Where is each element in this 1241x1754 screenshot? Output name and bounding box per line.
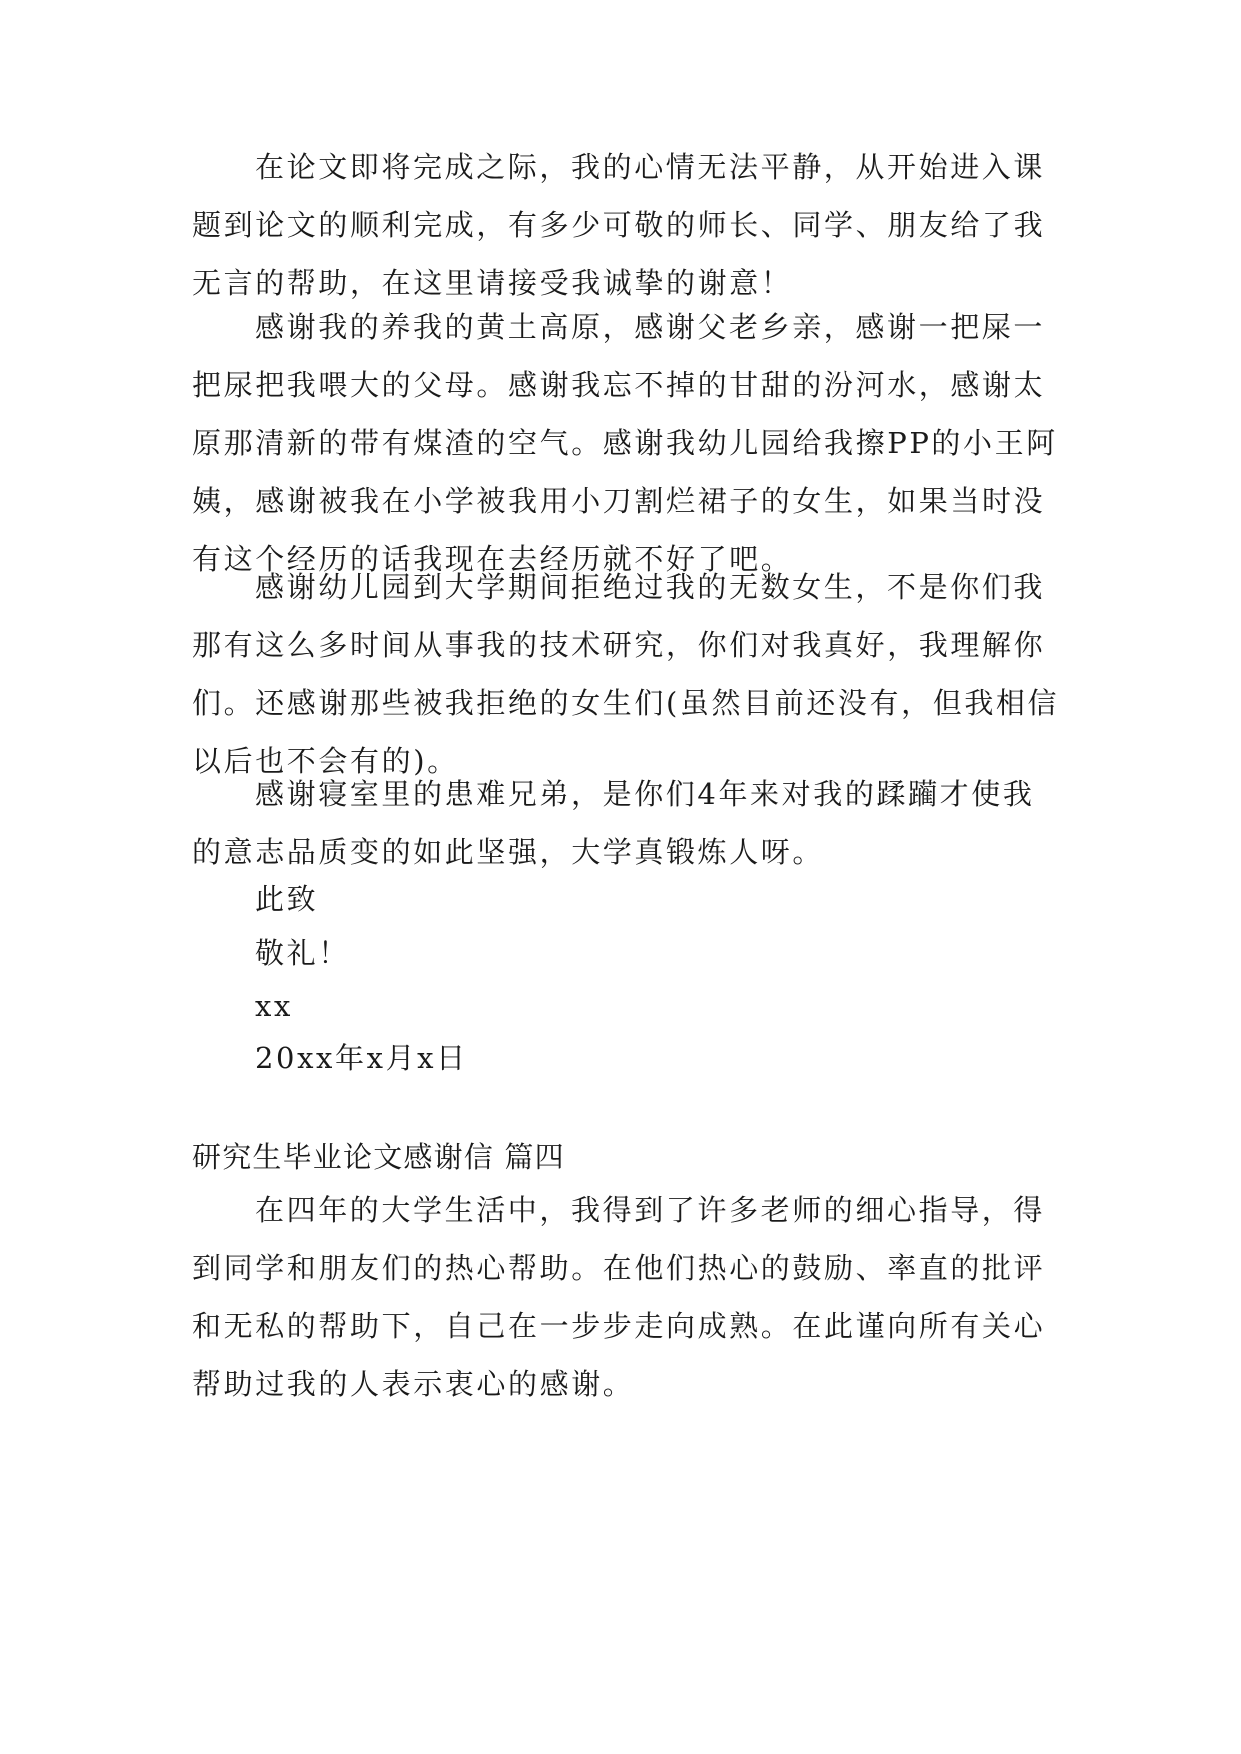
paragraph-1: 在论文即将完成之际，我的心情无法平静，从开始进入课题到论文的顺利完成，有多少可敬的师长、同学、朋友给了我无言的帮助，在这里请接受我诚挚的谢意！ <box>192 150 1046 300</box>
paragraph-3: 感谢幼儿园到大学期间拒绝过我的无数女生，不是你们我那有这么多时间从事我的技术研究，你们对我真好，我理解你们。还感谢那些被我拒绝的女生们(虽然目前还没有，但我相信以后也不会有的)。 <box>192 570 1060 778</box>
closing-regards: 敬礼！ <box>255 936 350 970</box>
section-title: 研究生毕业论文感谢信 篇四 <box>192 1140 565 1174</box>
closing-salutation: 此致 <box>255 882 319 916</box>
paragraph-4: 感谢寝室里的患难兄弟，是你们4年来对我的蹂躏才使我的意志品质变的如此坚强，大学真锻炼人呀。 <box>192 777 1035 869</box>
signature: xx <box>255 989 293 1023</box>
date: 20xx年x月x日 <box>255 1041 468 1075</box>
paragraph-2: 感谢我的养我的黄土高原，感谢父老乡亲，感谢一把屎一把尿把我喂大的父母。感谢我忘不掉的甘甜的汾河水，感谢太原那清新的带有煤渣的空气。感谢我幼儿园给我擦PP的小王阿姨，感谢被我在小学被我用小刀割烂裙子的女生，如果当时没有这个经历的话我现在去经历就不好了吧。 <box>192 310 1058 576</box>
section-paragraph: 在四年的大学生活中，我得到了许多老师的细心指导，得到同学和朋友们的热心帮助。在他们热心的鼓励、率直的批评和无私的帮助下，自己在一步步走向成熟。在此谨向所有关心帮助过我的人表示衷心的感谢。 <box>192 1193 1046 1401</box>
